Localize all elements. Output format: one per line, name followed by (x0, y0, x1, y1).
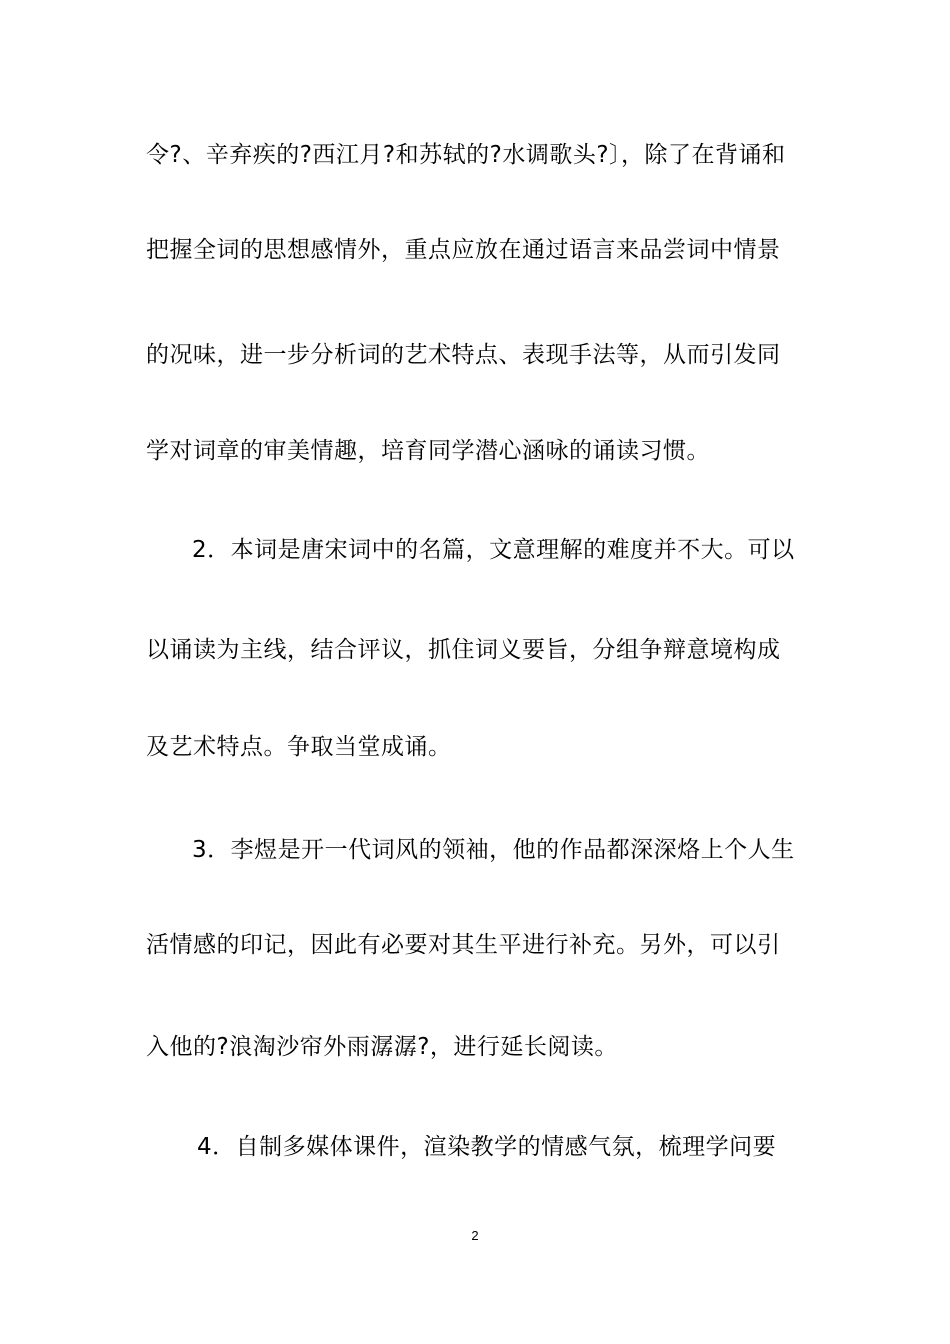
paragraph-line: 活情感的印记，因此有必要对其生平进行补充。另外，可以引 (146, 932, 781, 958)
paragraph-line: 入他的?浪淘沙帘外雨潺潺?，进行延长阅读。 (146, 1034, 618, 1060)
paragraph-line: 把握全词的思想感情外，重点应放在通过语言来品尝词中情景 (146, 237, 781, 263)
paragraph-line: 及艺术特点。争取当堂成诵。 (146, 734, 452, 760)
paragraph-line: 的况味，进一步分析词的艺术特点、表现手法等，从而引发同 (146, 342, 781, 368)
paragraph-line: 令?、辛弃疾的?西江月?和苏轼的?水调歌头?〕，除了在背诵和 (146, 142, 786, 168)
paragraph-line: 以诵读为主线，结合评议，抓住词义要旨，分组争辩意境构成 (146, 637, 781, 663)
list-item-2-start: 2．本词是唐宋词中的名篇，文意理解的难度并不大。可以 (192, 537, 795, 563)
list-item-4-start: 4．自制多媒体课件，渲染教学的情感气氛，梳理学问要 (197, 1134, 777, 1160)
page-number: 2 (471, 1228, 479, 1243)
list-item-3-start: 3．李煜是开一代词风的领袖，他的作品都深深烙上个人生 (192, 837, 795, 863)
paragraph-line: 学对词章的审美情趣，培育同学潜心涵咏的诵读习惯。 (146, 438, 710, 464)
